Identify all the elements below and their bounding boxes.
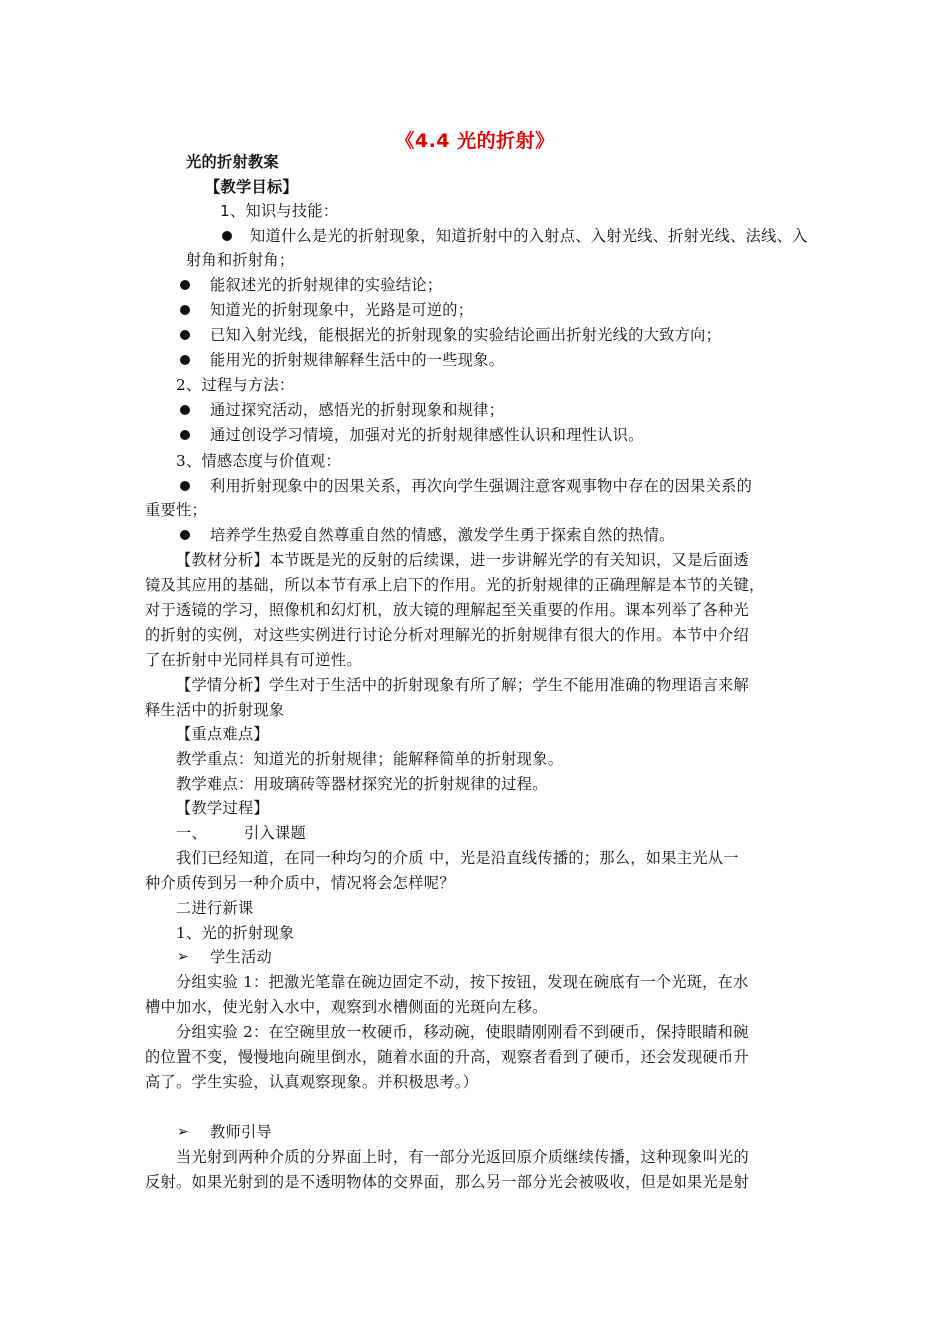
objective-item: 知道光的折射现象中，光路是可逆的； bbox=[210, 301, 474, 319]
experiment-paragraph: 的位置不变，慢慢地向碗里倒水，随着水面的升高，观察者看到了硬币，还会发现硬币升 bbox=[145, 1048, 750, 1066]
intro-paragraph: 种介质传到另一种介质中，情况将会怎样呢？ bbox=[145, 874, 455, 892]
bullet-icon bbox=[180, 355, 190, 365]
intro-paragraph: 我们已经知道，在同一种均匀的介质 中，光是沿直线传播的；那么，如果主光从一 bbox=[176, 849, 739, 867]
bullet-icon bbox=[180, 405, 190, 415]
learner-analysis-paragraph: 【学情分析】学生对于生活中的折射现象有所了解；学生不能用准确的物理语言来解 bbox=[176, 676, 750, 694]
material-analysis-paragraph: 的折射的实例，对这些实例进行讨论分析对理解光的折射规律有很大的作用。本节中介绍 bbox=[145, 626, 750, 644]
objective-item: 通过探究活动，感悟光的折射现象和规律； bbox=[210, 401, 505, 419]
difficult-point: 教学难点：用玻璃砖等器材探究光的折射规律的过程。 bbox=[176, 775, 548, 793]
step-number: 一、 bbox=[176, 824, 207, 842]
material-analysis-paragraph: 了在折射中光同样具有可逆性。 bbox=[145, 651, 362, 669]
objectives-heading: 【教学目标】 bbox=[205, 178, 298, 196]
learner-analysis-paragraph: 释生活中的折射现象 bbox=[145, 701, 285, 719]
experiment-paragraph: 分组实验 1：把激光笔靠在碗边固定不动，按下按钮，发现在碗底有一个光斑，在水 bbox=[176, 973, 749, 991]
bullet-icon bbox=[180, 430, 190, 440]
objective-item: 能用光的折射规律解释生活中的一些现象。 bbox=[210, 351, 505, 369]
objective-item-cont: 射角和折射角； bbox=[186, 251, 295, 269]
teacher-guide-label: 教师引导 bbox=[210, 1123, 272, 1141]
experiment-paragraph: 分组实验 2：在空碗里放一枚硬币，移动碗，使眼睛刚刚看不到硬币，保持眼睛和碗 bbox=[176, 1023, 749, 1041]
lesson-subtitle: 光的折射教案 bbox=[186, 153, 279, 171]
bullet-icon bbox=[180, 280, 190, 290]
material-analysis-paragraph: 【教材分析】本节既是光的反射的后续课，进一步讲解光学的有关知识，又是后面透 bbox=[176, 551, 750, 569]
objective-item: 利用折射现象中的因果关系，再次向学生强调注意客观事物中存在的因果关系的 bbox=[210, 477, 753, 495]
keypoints-heading: 【重点难点】 bbox=[176, 725, 269, 743]
experiment-paragraph: 高了。学生实验，认真观察现象。并积极思考。） bbox=[145, 1073, 479, 1091]
section-heading: 1、光的折射现象 bbox=[176, 924, 295, 942]
bullet-icon bbox=[222, 231, 232, 241]
objective-item: 通过创设学习情境，加强对光的折射规律感性认识和理性认识。 bbox=[210, 426, 644, 444]
process-method-heading: 2、过程与方法： bbox=[176, 376, 295, 394]
objective-item: 能叙述光的折射规律的实验结论； bbox=[210, 276, 443, 294]
objective-item-cont: 重要性； bbox=[145, 501, 207, 519]
bullet-icon bbox=[180, 481, 190, 491]
step-label: 引入课题 bbox=[244, 824, 306, 842]
process-heading: 【教学过程】 bbox=[176, 799, 269, 817]
new-lesson-heading: 二进行新课 bbox=[176, 899, 254, 917]
key-point: 教学重点：知道光的折射规律；能解释简单的折射现象。 bbox=[176, 750, 564, 768]
arrow-bullet-icon: ➢ bbox=[177, 1124, 189, 1140]
material-analysis-paragraph: 镜及其应用的基础，所以本节有承上启下的作用。光的折射规律的正确理解是本节的关键， bbox=[145, 576, 765, 594]
experiment-paragraph: 槽中加水，使光射入水中，观察到水槽侧面的光斑向左移。 bbox=[145, 998, 548, 1016]
objective-item: 已知入射光线，能根据光的折射现象的实验结论画出折射光线的大致方向； bbox=[210, 326, 722, 344]
student-activity-label: 学生活动 bbox=[210, 948, 272, 966]
arrow-bullet-icon: ➢ bbox=[177, 949, 189, 965]
guide-paragraph: 反射。如果光射到的是不透明物体的交界面，那么另一部分光会被吸收，但是如果光是射 bbox=[145, 1173, 750, 1191]
material-analysis-paragraph: 对于透镜的学习，照像机和幻灯机，放大镜的理解起至关重要的作用。课本列举了各种光 bbox=[145, 601, 750, 619]
bullet-icon bbox=[180, 330, 190, 340]
bullet-icon bbox=[180, 305, 190, 315]
objective-item: 知道什么是光的折射现象，知道折射中的入射点、入射光线、折射光线、法线、入 bbox=[250, 227, 808, 245]
bullet-icon bbox=[180, 530, 190, 540]
attitude-values-heading: 3、情感态度与价值观： bbox=[176, 452, 341, 470]
objective-item: 培养学生热爱自然尊重自然的情感，激发学生勇于探索自然的热情。 bbox=[210, 526, 675, 544]
knowledge-skills-heading: 1、知识与技能： bbox=[220, 202, 339, 220]
document-title: 《4.4 光的折射》 bbox=[395, 130, 555, 152]
guide-paragraph: 当光射到两种介质的分界面上时，有一部分光返回原介质继续传播，这种现象叫光的 bbox=[176, 1148, 750, 1166]
